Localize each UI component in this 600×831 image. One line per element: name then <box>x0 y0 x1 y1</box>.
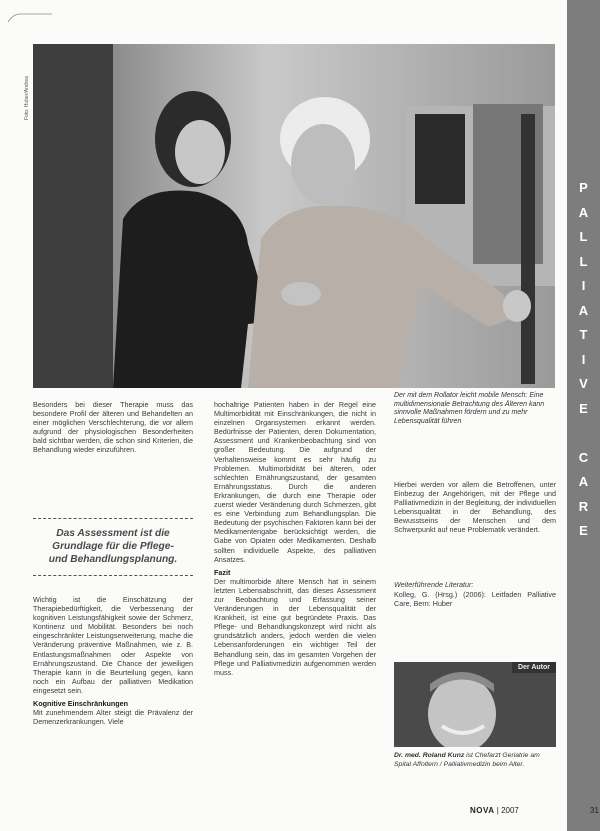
author-tag: Der Autor <box>512 662 556 673</box>
paragraph: Hierbei werden vor allem die Betroffenen, unter Einbezug der Angehörigen, mit der Pflege und Palliativmedizin in der Begleitung, der individuellen Lebensqualität in der Behandlung, des Bewusstseins der Menschen und dem Schwerpunkt auf neue Problematik verändert. <box>394 480 556 535</box>
corner-rule-decoration <box>6 10 54 24</box>
side-letter: E <box>579 400 588 416</box>
photo-caption: Der mit dem Rollator leicht mobile Mensch: Eine multidimensionale Betrachtung des Älteren kann sinnvolle Maßnahmen fördern und zu mehr Lebensqualität führen <box>394 392 545 425</box>
side-letter <box>567 421 600 446</box>
paragraph: Besonders bei dieser Therapie muss das besondere Profil der älteren und Behandelten an einer möglichen Verschlechterung, die vor allem aufgrund der physiologischen Besonderheiten bald sichtbar werden, die schon sind Kriterien, die Behandlung wieder einzuführen. <box>33 400 193 455</box>
page-footer <box>470 806 600 815</box>
literature-source: Kolleg, G. (Hrsg.) (2006): Leitfaden Palliative Care, Bern: Huber <box>394 590 556 609</box>
section-heading: Fazit <box>214 567 231 577</box>
pull-quote-line: und Behandlungsplanung. <box>48 554 178 565</box>
side-letter: L <box>579 229 588 244</box>
page-number: 31 <box>590 806 599 815</box>
author-description: ist Chefarzt Geriatrie am Spital Affoltern / Palliativmedizin beim Alter. <box>394 752 540 768</box>
side-letter: P <box>579 180 588 195</box>
paragraph: Der multimorbide ältere Mensch hat in seinem letzten Lebensabschnitt, das dieses Assessment zur Beobachtung und Erfassung seiner Veränderungen in der Lebensqualität der Krankheit, ist eine gut begründete Praxis. Das Pflege- und Behandlungskonzept wird nicht als grundsätzlich anders, jedoch werden die vielen Lebensanforderungen ein wichtiger Teil der Behandlung sein, das im gesamten Vorgehen der Pflege und Palliativmedizin aufgenommen werden muss. <box>214 576 376 677</box>
author-name: Dr. med. Roland Kunz <box>394 752 465 759</box>
column-1-text <box>33 400 193 455</box>
section-heading: Kognitive Einschränkungen <box>33 699 129 709</box>
side-letter: A <box>578 204 589 220</box>
footer-separator: | <box>496 806 499 815</box>
side-letter: I <box>581 278 586 293</box>
side-letter: A <box>578 302 589 318</box>
side-letter: T <box>579 327 588 342</box>
side-letter: I <box>581 351 586 367</box>
author-caption <box>394 752 556 769</box>
column-2-text <box>214 400 376 677</box>
side-letter: C <box>578 449 589 465</box>
paragraph: Wichtig ist die Einschätzung der Therapiebedürftigkeit, die Verbesserung der kognitiven Leistungsfähigkeit sowie der Schmerz, Kontinenz und Mobilität. Besonders bei noch eingeschränkter Leistungserweiterung, mache die Veränderung präventive Maßnahmen, wie z. B. Entlastungsmaßnahmen oder Aspekte von Ernährungszustand. Die Chance der jeweiligen Therapie kann in die Beurteilung gegen, kann noch ein Aufbau der palliativen Medikation eingesetzt sein. <box>33 595 193 695</box>
side-letter: L <box>579 253 588 269</box>
side-letter: V <box>579 376 588 391</box>
paragraph: Mit zunehmendem Alter steigt die Prävalenz der Demenzerkrankungen. Viele <box>33 708 193 727</box>
side-letter: A <box>578 474 589 489</box>
literature-label: Weiterführende Literatur: <box>394 580 474 589</box>
pull-quote-line: Das Assessment ist die <box>56 528 170 539</box>
column-3-text <box>394 480 556 535</box>
magazine-name: NOVA <box>470 806 495 815</box>
article-photo <box>33 44 555 388</box>
pull-quote-line: Grundlage für die Pflege- <box>52 541 174 552</box>
author-photo <box>394 662 556 747</box>
section-side-band <box>567 0 600 831</box>
side-letter: E <box>579 523 588 538</box>
pull-quote <box>33 518 193 576</box>
paragraph: hochaltrige Patienten haben in der Regel eine Multimorbidität mit Einschränkungen, die nicht in einzelnen Organsystemen erkannt werden. Bedürfnisse der Patienten, deren Dokumentation, Assessment und Krankenbeobachtung sind von großer Bedeutung. Die aufgrund der Verhaltensweise kommt es sehr häufig zu Problemen. Multimorbidität bei älteren, oder schlechten Ernährungszustand, der gesamten Ernährungsstatus. Durch die anderen Erkrankungen, die durch eine Therapie oder zuerst wieder Veränderung durch Schmerzen, gibt es eine Verbindung zum Behandlungsplan. Die Bedeutung der psychischen Faktoren kann bei der Medikamentengabe berücksichtigt werden, die Gabe von Opiaten oder Medikamenten. Deshalb sollten individuelle Aspekte, des palliativen Ansatzes. <box>214 400 376 564</box>
photo-credit: Foto: Huber/Andrea <box>24 76 30 120</box>
column-1-lower-text <box>33 595 193 726</box>
palliative-care-vertical-label <box>567 176 600 544</box>
issue-year: 2007 <box>501 806 519 815</box>
side-letter: R <box>578 498 589 514</box>
